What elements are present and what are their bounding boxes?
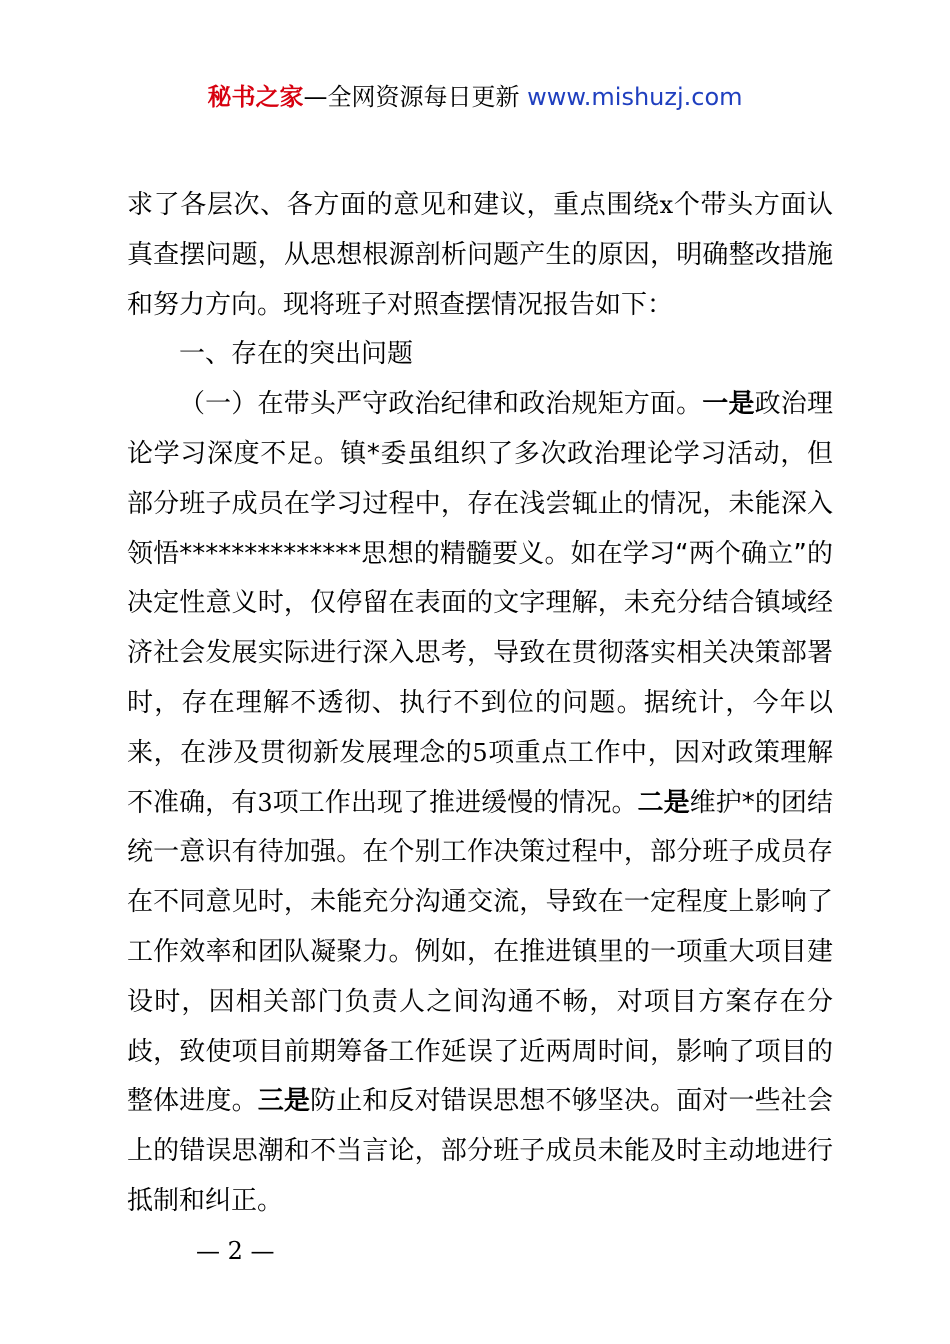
item1-number-2: 3 [257, 788, 273, 817]
item3-text: 防止和反对错误思想不够坚决。面对一些社会上的错误思潮和不当言论，部分班子成员未能及时主动地进行抵制和纠正。 [127, 1086, 833, 1216]
document-body [127, 181, 833, 1227]
intro-paragraph [127, 181, 833, 330]
intro-text-1: 求了各层次、各方面的意见和建议，重点围绕 [127, 190, 660, 220]
item3-label: 三是 [257, 1086, 311, 1117]
subsection-lead: （一）在带头严守政治纪律和政治规矩方面。 [179, 389, 703, 420]
item1-text-b: 项重点工作中，因对政策理解不准确，有 [127, 737, 833, 818]
section-heading: 一、存在的突出问题 [179, 339, 414, 370]
site-tagline: —全网资源每日更新 [303, 83, 520, 111]
site-brand: 秘书之家 [207, 83, 304, 111]
site-url-link[interactable]: www.mishuzj.com [527, 83, 743, 111]
item1-number-1: 5 [472, 738, 488, 767]
subsection-paragraph [127, 380, 833, 1227]
item1-text-c: 项工作出现了推进缓慢的情况。 [272, 787, 638, 818]
item1-text-a: 政治理论学习深度不足。镇*委虽组织了多次政治理论学习活动，但部分班子成员在学习过程中，存在浅尝辄止的情况，未能深入领悟**************思想的精髓要义。如在学习“两个确立”的决定性意义时，仅停留在表面的文字理解，未充分结合镇域经济社会发展实际进行深入思考，导致在贯彻落实相关决策部署时，存在理解不透彻、执行不到位的问题。据统计，今年以来，在涉及贯彻新发展理念的 [127, 389, 833, 768]
page-number: — 2 — [196, 1237, 275, 1265]
item2-label: 二是 [637, 787, 690, 818]
item2-text: 维护*的团结统一意识有待加强。在个别工作决策过程中，部分班子成员存在不同意见时，未能充分沟通交流，导致在一定程度上影响了工作效率和团队凝聚力。例如，在推进镇里的一项重大项目建设时，因相关部门负责人之间沟通不畅，对项目方案存在分歧，致使项目前期筹备工作延误了近两周时间，影响了项目的整体进度。 [127, 787, 833, 1117]
intro-variable: x [659, 191, 674, 219]
intro-text-2: 个带头方面认真查摆问题，从思想根源剖析问题产生的原因，明确整改措施和努力方向。现将班子对照查摆情况报告如下： [127, 190, 833, 320]
site-header [0, 80, 950, 114]
item1-label: 一是 [702, 389, 755, 420]
